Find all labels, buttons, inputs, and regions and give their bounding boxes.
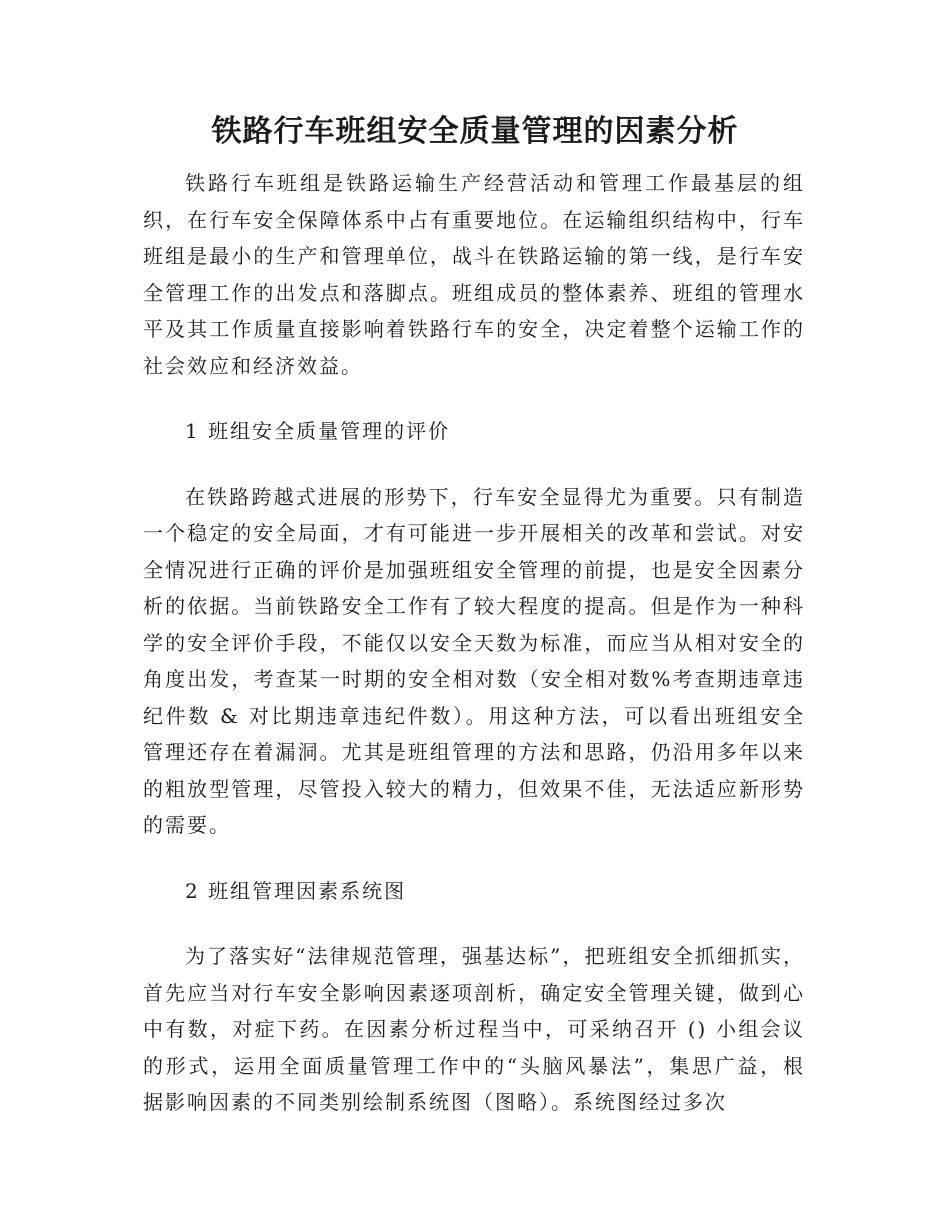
intro-paragraph: 铁路行车班组是铁路运输生产经营活动和管理工作最基层的组织，在行车安全保障体系中占有重要地位。在运输组织结构中，行车班组是最小的生产和管理单位，战斗在铁路运输的第一线，是行车安全管理工作的出发点和落脚点。班组成员的整体素养、班组的管理水平及其工作质量直接影响着铁路行车的安全，决定着整个运输工作的社会效应和经济效益。 <box>143 171 805 378</box>
section-2-paragraph: 为了落实好“法律规范管理，强基达标”，把班组安全抓细抓实，首先应当对行车安全影响因素逐项剖析，确定安全管理关键，做到心中有数，对症下药。在因素分析过程当中，可采纳召开 () 小组会议的形式，运用全面质量管理工作中的“头脑风暴法”，集思广益，根据影响因素的不同类别绘制系统图（图略）。系统图经过多次 <box>143 944 805 1114</box>
paragraph-spacer <box>143 384 805 413</box>
paragraph-spacer <box>143 909 805 938</box>
paragraph-spacer <box>143 844 805 873</box>
document-body <box>143 165 805 1121</box>
section-heading-2: 2 班组管理因素系统图 <box>185 878 407 903</box>
section-1-paragraph: 在铁路跨越式进展的形势下，行车安全显得尤为重要。只有制造一个稳定的安全局面，才有可能进一步开展相关的改革和尝试。对安全情况进行正确的评价是加强班组安全管理的前提，也是安全因素分析的依据。当前铁路安全工作有了较大程度的提高。但是作为一种科学的安全评价手段，不能仅以安全天数为标准，而应当从相对安全的角度出发，考查某一时期的安全相对数（安全相对数%考查期违章违纪件数 & 对比期违章违纪件数）。用这种方法，可以看出班组安全管理还存在着漏洞。尤其是班组管理的方法和思路，仍沿用多年以来的粗放型管理，尽管投入较大的精力，但效果不佳，无法适应新形势的需要。 <box>143 484 805 837</box>
section-heading-1: 1 班组安全质量管理的评价 <box>185 419 451 443</box>
paragraph-spacer <box>143 450 805 479</box>
document-title: 铁路行车班组安全质量管理的因素分析 <box>211 114 739 149</box>
